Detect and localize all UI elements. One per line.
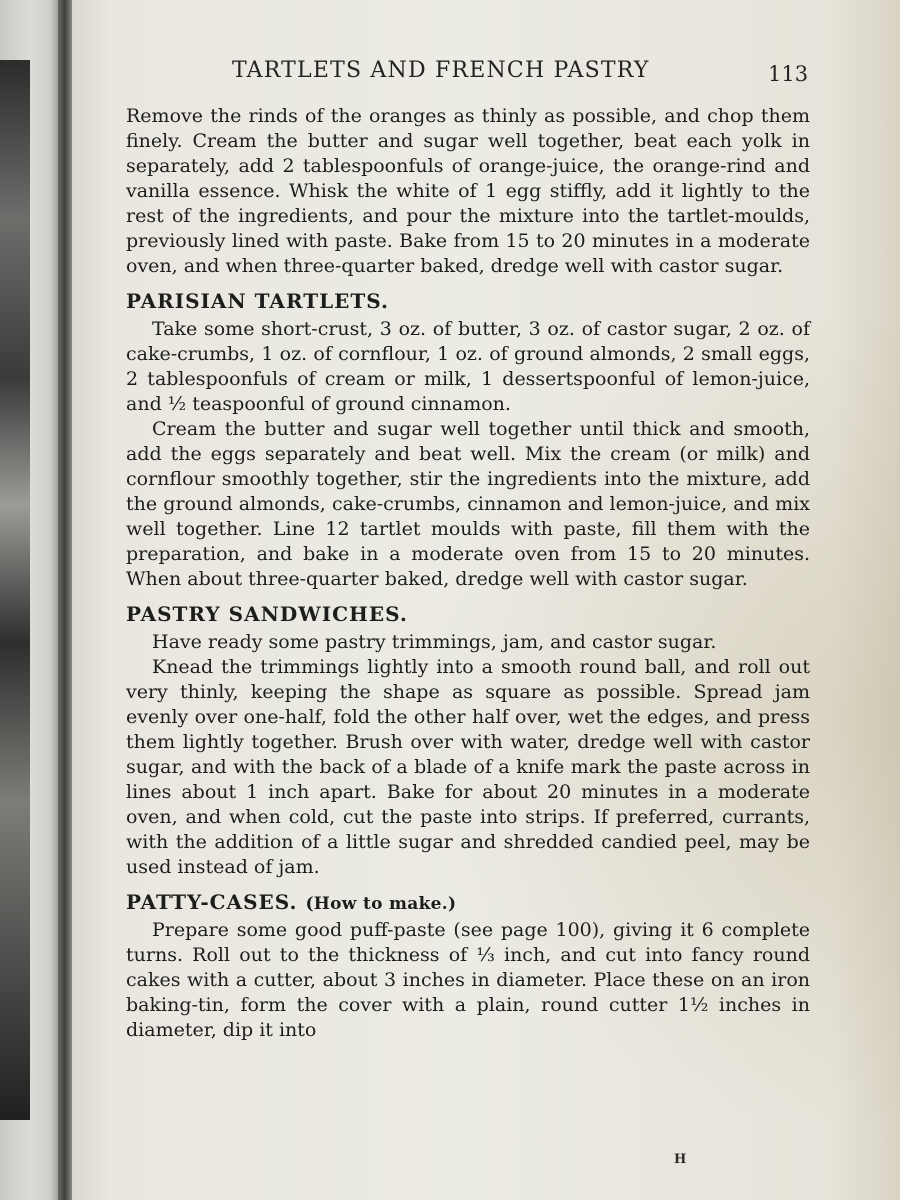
section-heading-parisian-tartlets: PARISIAN TARTLETS. bbox=[126, 289, 389, 313]
parisian-ingredients-paragraph: Take some short-crust, 3 oz. of butter, 3 oz. of castor sugar, 2 oz. of cake-crumbs, 1 oz. of cornflour, 1 oz. of ground almonds, 2 small eggs, 2 tablespoonfuls of cream or milk, 1 dessertspoonful of lemon-juice, and ½ teaspoonful of ground cinnamon. bbox=[126, 318, 810, 415]
patty-cases-subtitle: (How to make.) bbox=[305, 894, 457, 914]
page-content bbox=[126, 104, 810, 1043]
sandwiches-method-paragraph: Knead the trimmings lightly into a smooth round ball, and roll out very thinly, keeping the shape as square as possible. Spread jam evenly over one-half, fold the other half over, wet the edges, and press them lightly together. Brush over with water, dredge well with castor sugar, and with the back of a blade of a knife mark the paste across in lines about 1 inch apart. Bake for about 20 minutes in a moderate oven, and when cold, cut the paste into strips. If preferred, currants, with the addition of a little sugar and shredded candied peel, may be used instead of jam. bbox=[126, 656, 810, 878]
page-number: 113 bbox=[768, 62, 809, 86]
section-heading-pastry-sandwiches: PASTRY SANDWICHES. bbox=[126, 602, 408, 626]
patty-cases-title: PATTY-CASES. bbox=[126, 890, 298, 914]
intro-paragraph: Remove the rinds of the oranges as thinly as possible, and chop them finely. Cream the butter and sugar well together, beat each yolk in separately, add 2 tablespoonfuls of orange-juice, the orange-rind and vanilla essence. Whisk the white of 1 egg stiffly, add it lightly to the rest of the ingredients, and pour the mixture into the tartlet-moulds, previously lined with paste. Bake from 15 to 20 minutes in a moderate oven, and when three-quarter baked, dredge well with castor sugar. bbox=[126, 105, 810, 277]
patty-cases-paragraph: Prepare some good puff-paste (see page 100), giving it 6 complete turns. Roll out to the thickness of ⅓ inch, and cut into fancy round cakes with a cutter, about 3 inches in diameter. Place these on an iron baking-tin, form the cover with a plain, round cutter 1½ inches in diameter, dip it into bbox=[126, 919, 810, 1041]
book-page bbox=[72, 0, 900, 1200]
facing-page bbox=[0, 0, 62, 1200]
signature-mark: H bbox=[674, 1152, 687, 1167]
section-heading-patty-cases bbox=[126, 890, 810, 914]
parisian-method-paragraph: Cream the butter and sugar well together until thick and smooth, add the eggs separately and beat well. Mix the cream (or milk) and cornflour smoothly together, stir the ingredients into the mixture, add the ground almonds, cake-crumbs, cinnamon and lemon-juice, and mix well together. Line 12 tartlet moulds with paste, fill them with the preparation, and bake in a moderate oven from 15 to 20 minutes. When about three-quarter baked, dredge well with castor sugar. bbox=[126, 418, 810, 590]
facing-page-photo bbox=[0, 60, 30, 1120]
sandwiches-ingredients-paragraph: Have ready some pastry trimmings, jam, and castor sugar. bbox=[152, 631, 717, 653]
book-gutter bbox=[58, 0, 72, 1200]
running-head: TARTLETS AND FRENCH PASTRY bbox=[232, 58, 650, 83]
